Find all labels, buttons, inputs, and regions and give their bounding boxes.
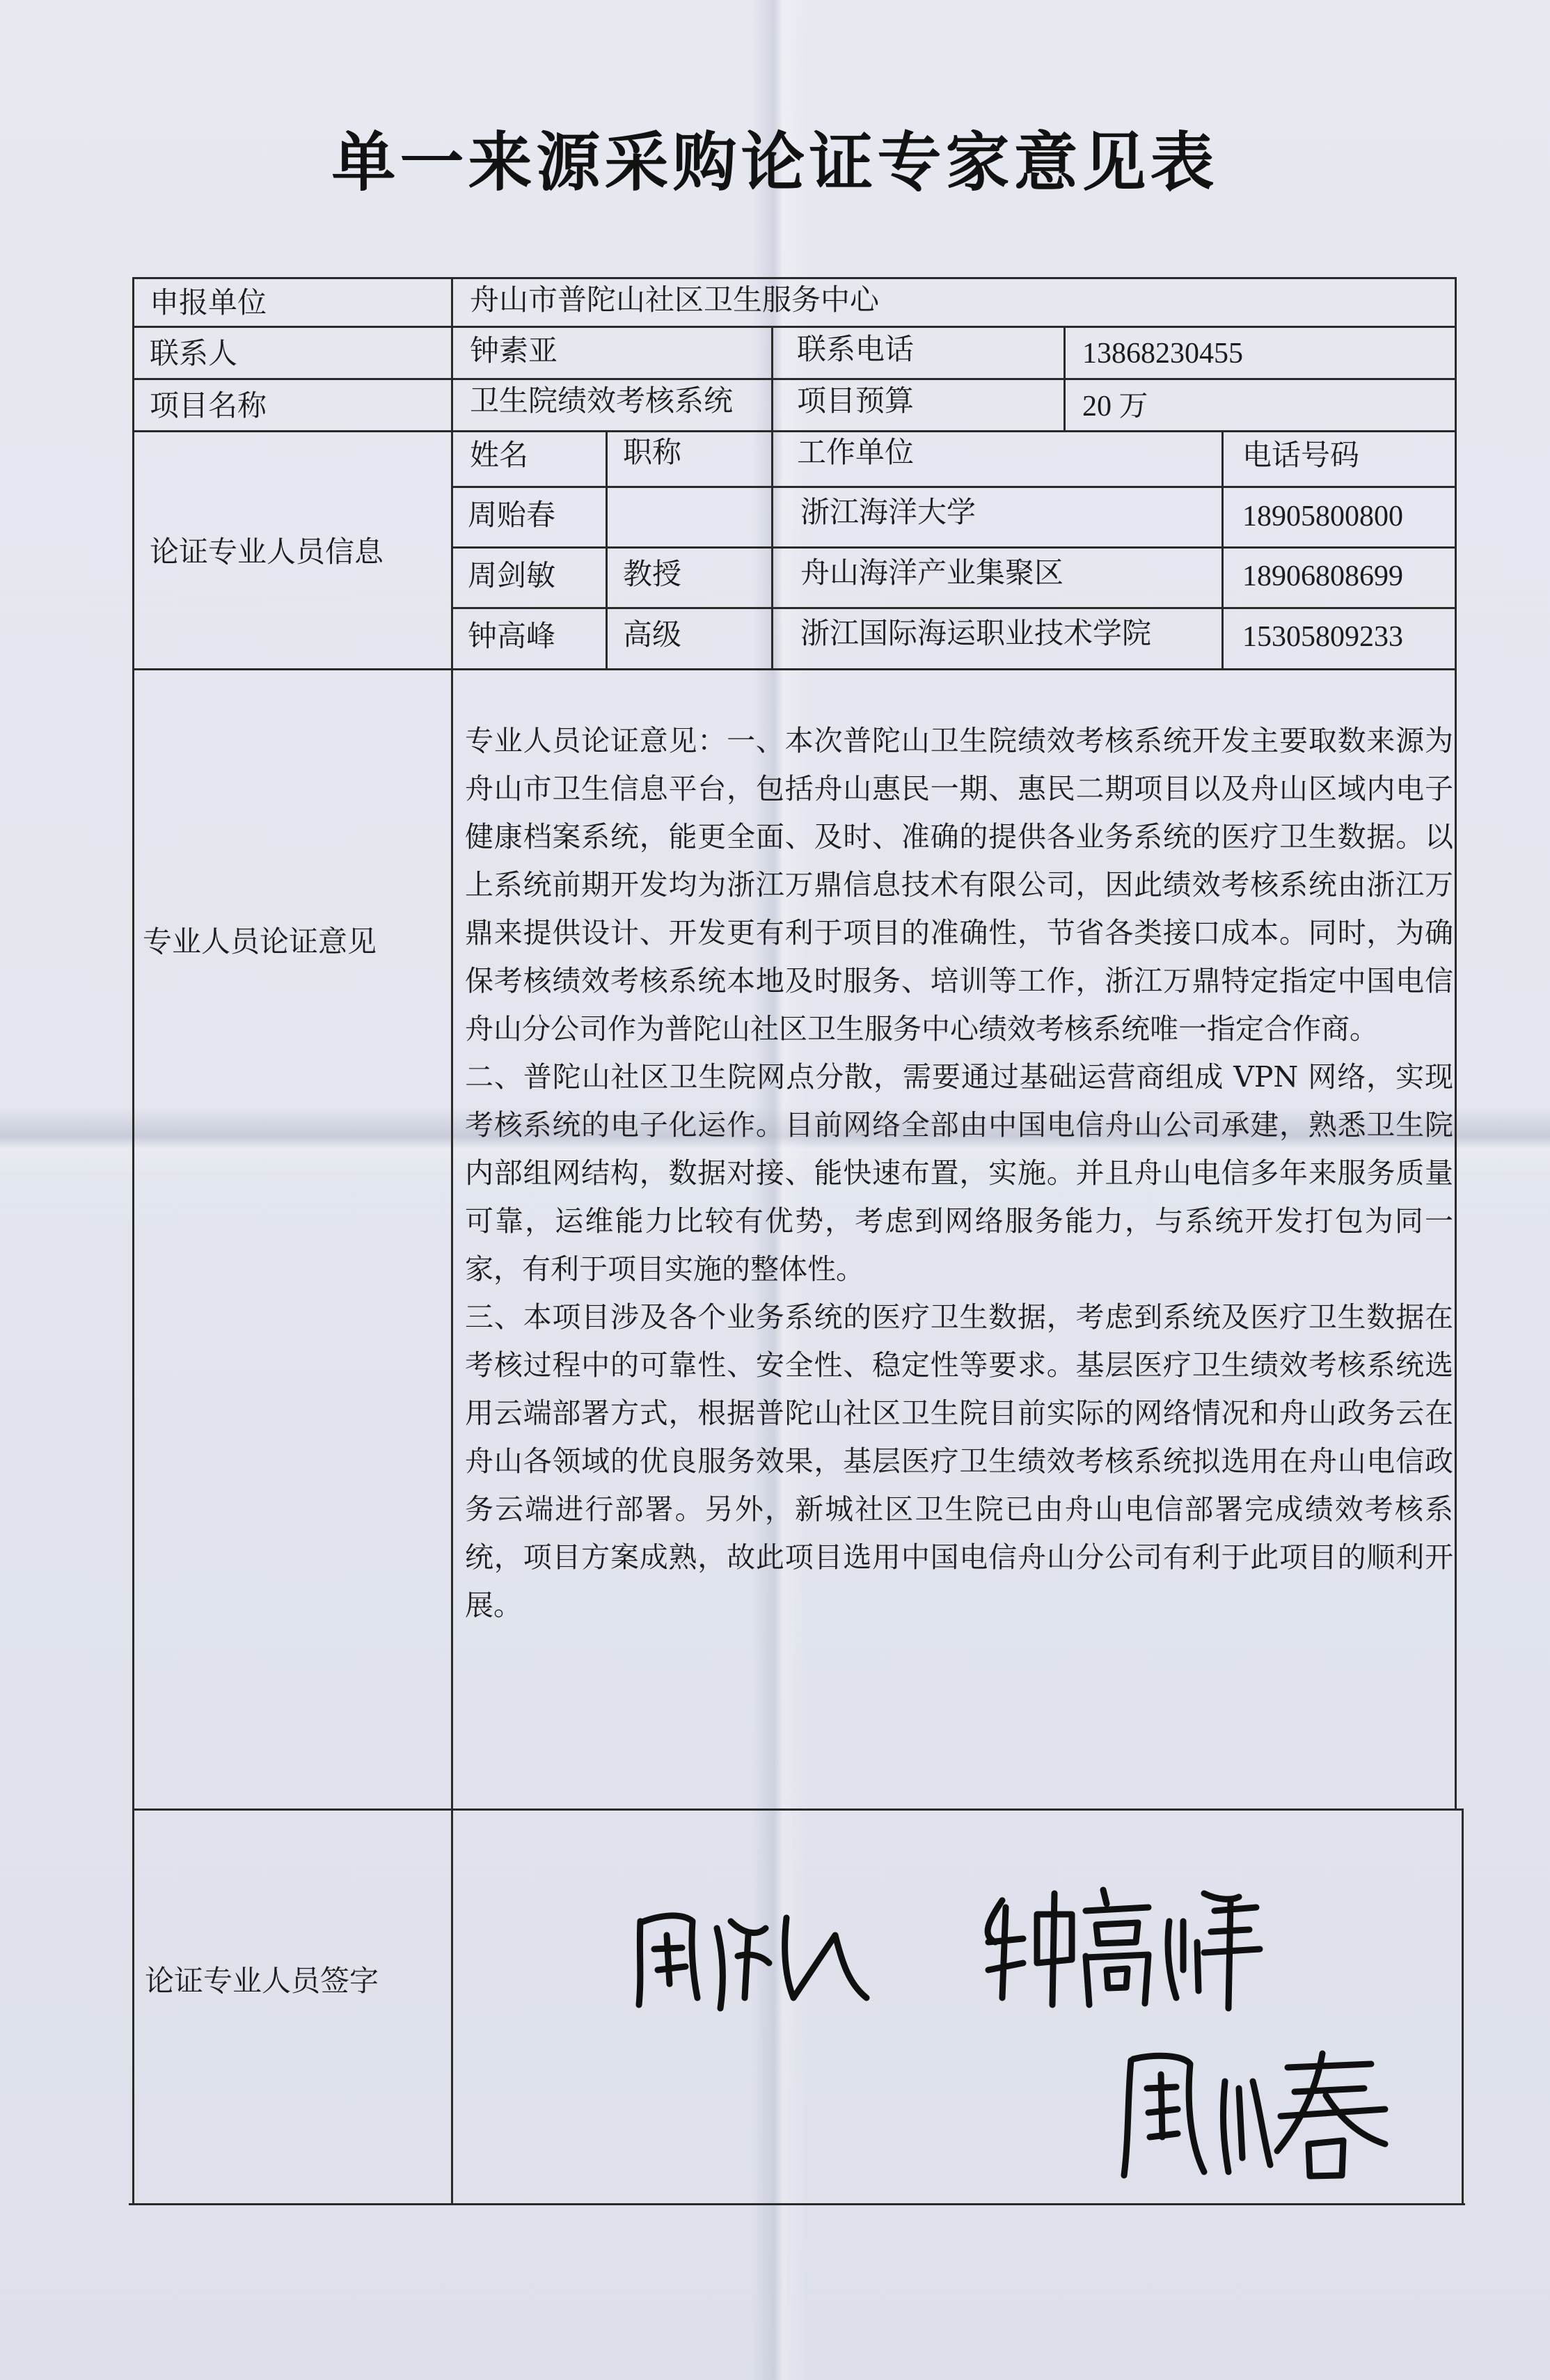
experts-header-org: 工作单位 — [797, 435, 915, 469]
expert-phone: 15305809233 — [1242, 621, 1403, 653]
opinion-label: 专业人员论证意见 — [143, 924, 377, 959]
signature-label: 论证专业人员签字 — [145, 1964, 379, 1998]
expert-title: 教授 — [623, 557, 682, 591]
opinion-paragraph: 二、普陀山社区卫生院网点分散，需要通过基础运营商组成 VPN 网络，实现考核系统的电子化运作。目前网络全部由中国电信舟山公司承建，熟悉卫生院内部组网结构，数据对接、能快速布置，实施。并且舟山电信多年来服务质量可靠，运维能力比较有优势，考虑到网络服务能力，与系统开发打包为同一家，有利于项目实施的整体性。 — [465, 1060, 1453, 1286]
table-rule — [1462, 1808, 1464, 2205]
table-rule — [451, 607, 1455, 609]
expert-name: 钟高峰 — [468, 619, 556, 653]
project-value: 卫生院绩效考核系统 — [470, 384, 734, 418]
expert-name: 周贻春 — [468, 498, 556, 532]
table-rule — [451, 546, 1455, 549]
experts-header-name: 姓名 — [470, 438, 529, 472]
expert-name: 周剑敏 — [468, 558, 556, 592]
opinion-paragraph: 专业人员论证意见：一、本次普陀山卫生院绩效考核系统开发主要取数来源为舟山市卫生信息平台，包括舟山惠民一期、惠民二期项目以及舟山区域内电子健康档案系统，能更全面、及时、准确的提供各业务系统的医疗卫生数据。以上系统前期开发均为浙江万鼎信息技术有限公司，因此绩效考核系统由浙江万鼎来提供设计、开发更有利于项目的准确性，节省各类接口成本。同时，为确保考核绩效考核系统本地及时服务、培训等工作，浙江万鼎特定指定中国电信舟山分公司作为普陀山社区卫生服务中心绩效考核系统唯一指定合作商。 — [465, 724, 1453, 1046]
phone-value: 13868230455 — [1082, 338, 1243, 370]
table-rule — [132, 668, 1455, 670]
document-title: 单一来源采购论证专家意见表 — [331, 125, 1219, 200]
table-rule — [606, 430, 608, 668]
opinion-paragraph: 三、本项目涉及各个业务系统的医疗卫生数据，考虑到系统及医疗卫生数据在考核过程中的可靠性、安全性、稳定性等要求。基层医疗卫生绩效考核系统选用云端部署方式，根据普陀山社区卫生院目前实际的网络情况和舟山政务云在舟山各领域的优良服务效果，基层医疗卫生绩效考核系统拟选用在舟山电信政务云端进行部署。另外，新城社区卫生院已由舟山电信部署完成绩效考核系统，项目方案成熟，故此项目选用中国电信舟山分公司有利于此项目的顺利开展。 — [465, 1300, 1453, 1622]
table-rule — [132, 277, 1455, 279]
expert-title: 高级 — [623, 617, 682, 652]
experts-header-phone: 电话号码 — [1242, 438, 1360, 472]
budget-value: 20 万 — [1082, 391, 1148, 423]
expert-phone: 18906808699 — [1242, 560, 1403, 592]
applicant-value: 舟山市普陀山社区卫生服务中心 — [470, 283, 880, 317]
table-rule — [132, 277, 134, 2205]
table-rule — [451, 277, 453, 2205]
table-rule — [1455, 277, 1457, 1808]
applicant-label: 申报单位 — [150, 285, 267, 320]
table-rule — [132, 430, 1455, 432]
expert-org: 舟山海洋产业集聚区 — [800, 555, 1064, 590]
expert-phone: 18905800800 — [1242, 501, 1403, 533]
contact-value: 钟素亚 — [470, 333, 558, 368]
expert-org: 浙江海洋大学 — [800, 495, 976, 529]
table-rule — [771, 326, 773, 668]
table-rule — [1221, 430, 1224, 668]
table-rule — [132, 326, 1455, 328]
budget-label: 项目预算 — [797, 384, 915, 418]
opinion-text — [465, 717, 1453, 1630]
phone-label: 联系电话 — [797, 332, 915, 366]
table-rule — [132, 1808, 1462, 1811]
expert-org: 浙江国际海运职业技术学院 — [800, 616, 1152, 650]
table-rule — [1063, 326, 1066, 430]
table-rule — [132, 378, 1455, 380]
contact-label: 联系人 — [150, 336, 238, 370]
project-label: 项目名称 — [150, 388, 267, 423]
experts-header-title: 职称 — [623, 435, 682, 469]
handwritten-signature — [626, 1893, 877, 2019]
experts-label: 论证专业人员信息 — [150, 535, 384, 569]
handwritten-signature — [1114, 2040, 1392, 2186]
table-rule — [451, 486, 1455, 488]
table-rule — [129, 2203, 1465, 2205]
handwritten-signature — [974, 1879, 1267, 2012]
